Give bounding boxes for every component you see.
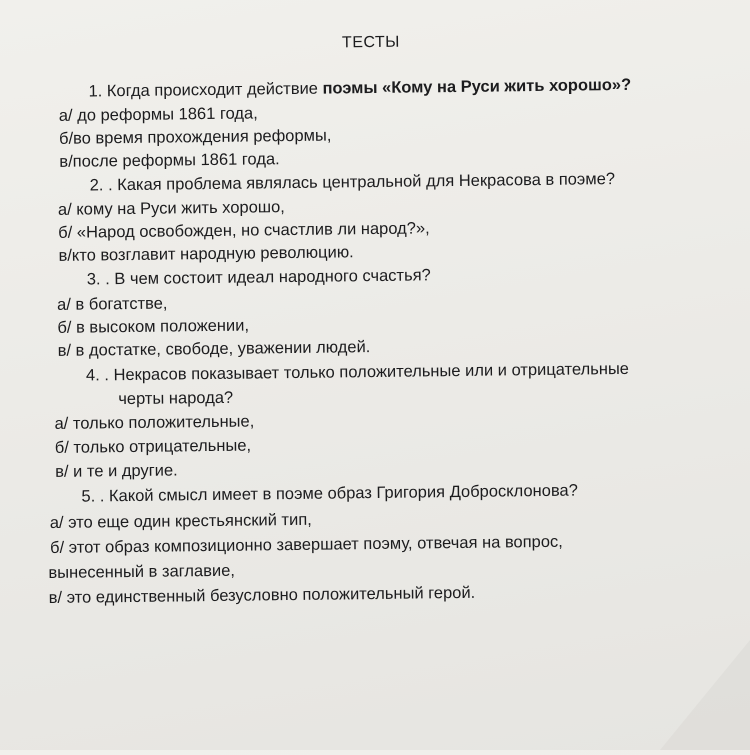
question-3	[87, 265, 431, 289]
question-text: . Какой смысл имеет в поэме образ Григория Добросклонова?	[99, 481, 578, 506]
answer-5b-continuation: вынесенный в заглавие,	[48, 561, 236, 583]
answer-5b: б/ этот образ композиционно завершает поэму, отвечая на вопрос,	[49, 532, 563, 557]
answer-4b: б/ только отрицательные,	[54, 436, 252, 457]
question-text: Когда происходит действие	[106, 79, 323, 101]
answer-3a: а/ в богатстве,	[57, 294, 168, 314]
page-title: ТЕСТЫ	[341, 33, 400, 52]
answer-2a: а/ кому на Руси жить хорошо,	[57, 198, 285, 219]
question-number: 5.	[81, 487, 96, 506]
answer-2b: б/ «Народ освобожден, но счастлив ли народ?»,	[58, 219, 430, 242]
answer-1c: в/после реформы 1861 года.	[59, 150, 280, 171]
question-text: . В чем состоит идеал народного счастья?	[105, 266, 431, 289]
answer-4a: а/ только положительные,	[54, 412, 255, 433]
question-4-continuation: черты народа?	[118, 388, 234, 409]
question-number: 1.	[88, 82, 103, 101]
answer-1a: а/ до реформы 1861 года,	[58, 104, 258, 125]
question-5	[81, 481, 578, 507]
question-text-bold: поэмы «Кому на Руси жить хорошо»?	[322, 75, 632, 98]
question-text: . Какая проблема являлась центральной для Некрасова в поэме?	[107, 170, 616, 195]
paper-shadow	[660, 640, 750, 750]
answer-3b: б/ в высоком положении,	[57, 316, 250, 337]
answer-1b: б/во время прохождения реформы,	[58, 126, 332, 148]
answer-5a: а/ это еще один крестьянский тип,	[49, 510, 312, 532]
question-4	[86, 359, 629, 386]
answer-3c: в/ в достатке, свободе, уважении людей.	[57, 338, 371, 360]
answer-5c: в/ это единственный безусловно положительный герой.	[48, 583, 476, 608]
question-number: 3.	[86, 270, 101, 289]
question-text: . Некрасов показывает только положительные или и отрицательные	[104, 359, 630, 385]
question-1	[88, 75, 631, 102]
answer-2c: в/кто возглавит народную революцию.	[58, 243, 354, 265]
question-2	[90, 169, 616, 195]
question-number: 4.	[85, 366, 100, 385]
answer-4c: в/ и те и другие.	[55, 461, 178, 481]
question-number: 2.	[89, 176, 104, 195]
